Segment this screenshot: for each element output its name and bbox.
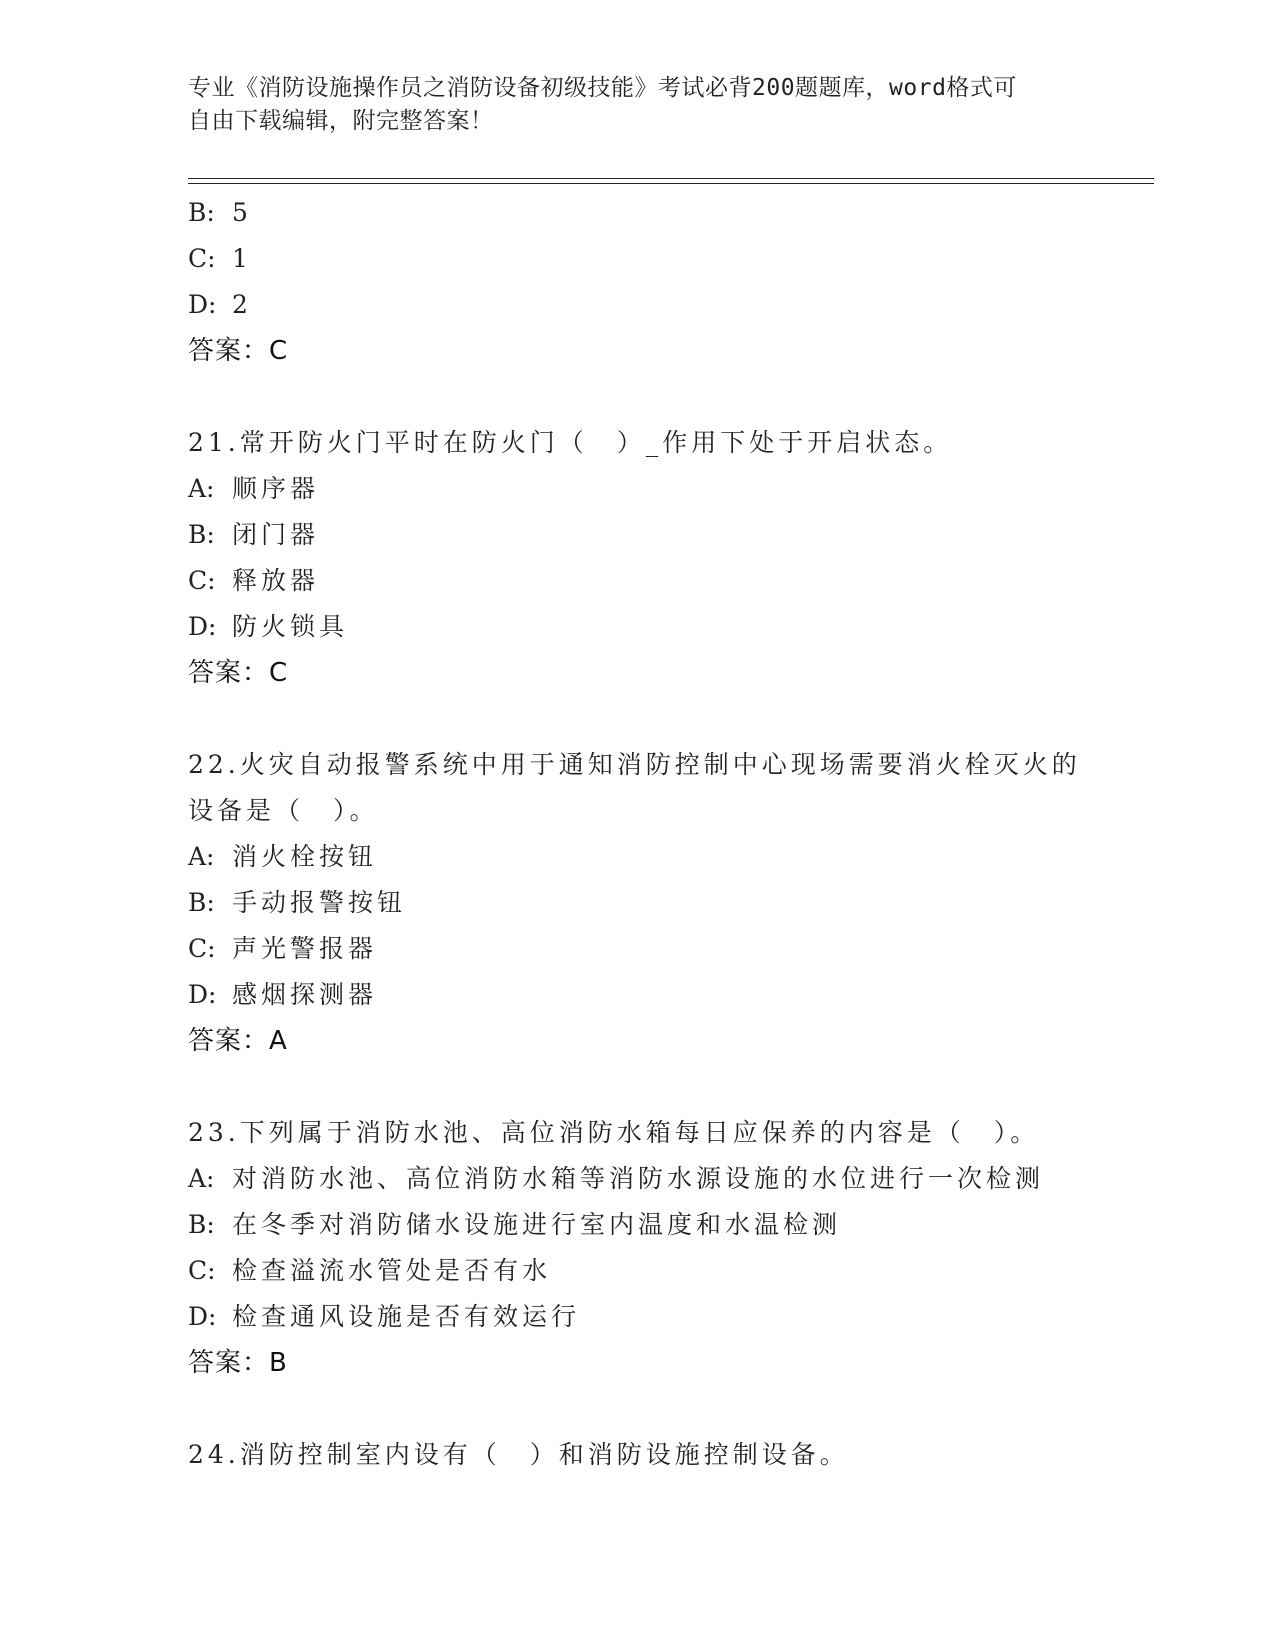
spacer: [188, 374, 1088, 420]
option-text: 2: [232, 290, 252, 319]
option-label: A:: [188, 842, 215, 871]
option-text: 手动报警按钮: [232, 888, 407, 917]
option-b: [188, 880, 1088, 926]
option-d: [188, 604, 1088, 650]
option-a: [188, 1156, 1088, 1202]
option-b: [188, 512, 1088, 558]
answer-line: 答案：B: [188, 1348, 288, 1378]
spacer: [188, 696, 1088, 742]
option-text: 顺序器: [232, 474, 320, 503]
option-text: 闭门器: [232, 520, 320, 549]
spacer: [188, 1386, 1088, 1432]
option-a: [188, 834, 1088, 880]
option-text: 5: [232, 198, 252, 227]
option-label: D:: [188, 290, 217, 319]
option-text: 检查溢流水管处是否有水: [232, 1256, 552, 1285]
option-text: 防火锁具: [232, 612, 349, 641]
option-b: [188, 1202, 1088, 1248]
answer-line: 答案：C: [188, 336, 289, 366]
question-stem-continued: 设备是（ ）。: [188, 796, 379, 825]
header-divider-top: [188, 178, 1154, 179]
prev-question: [188, 190, 1088, 374]
header-title-line-1: 专业《消防设施操作员之消防设备初级技能》考试必背200题题库，word格式可: [188, 75, 1017, 101]
option-label: A:: [188, 474, 215, 503]
header-title-line-2: 自由下载编辑，附完整答案！: [188, 108, 494, 134]
question-24: [188, 1432, 1088, 1478]
option-label: C:: [188, 1256, 216, 1285]
option-b: [188, 190, 1088, 236]
question-21: [188, 420, 1088, 696]
option-c: [188, 1248, 1088, 1294]
question-22: [188, 742, 1088, 1064]
header-divider-bottom: [188, 183, 1154, 184]
option-text: 声光警报器: [232, 934, 378, 963]
answer-line: 答案：C: [188, 658, 289, 688]
option-d: [188, 282, 1088, 328]
option-c: [188, 926, 1088, 972]
option-label: C:: [188, 934, 216, 963]
option-label: C:: [188, 244, 216, 273]
option-label: B:: [188, 520, 215, 549]
option-label: D:: [188, 612, 217, 641]
option-d: [188, 972, 1088, 1018]
option-label: D:: [188, 1302, 217, 1331]
option-text: 感烟探测器: [232, 980, 378, 1009]
option-text: 1: [232, 244, 252, 273]
question-23: [188, 1110, 1088, 1386]
option-text: 对消防水池、高位消防水箱等消防水源设施的水位进行一次检测: [232, 1164, 1045, 1193]
question-stem: 21.常开防火门平时在防火门（ ）_作用下处于开启状态。: [188, 428, 953, 457]
question-content: [188, 190, 1088, 1478]
option-text: 检查通风设施是否有效运行: [232, 1302, 581, 1331]
option-a: [188, 466, 1088, 512]
document-header: [188, 72, 1068, 138]
option-text: 在冬季对消防储水设施进行室内温度和水温检测: [232, 1210, 842, 1239]
option-label: A:: [188, 1164, 215, 1193]
option-c: [188, 558, 1088, 604]
question-stem: 24.消防控制室内设有（ ）和消防设施控制设备。: [188, 1440, 849, 1469]
option-text: 消火栓按钮: [232, 842, 378, 871]
spacer: [188, 1064, 1088, 1110]
option-d: [188, 1294, 1088, 1340]
option-label: B:: [188, 888, 215, 917]
option-label: B:: [188, 198, 215, 227]
question-stem: 23.下列属于消防水池、高位消防水箱每日应保养的内容是（ ）。: [188, 1118, 1040, 1147]
option-label: C:: [188, 566, 216, 595]
option-label: D:: [188, 980, 217, 1009]
option-c: [188, 236, 1088, 282]
answer-line: 答案：A: [188, 1026, 288, 1056]
option-label: B:: [188, 1210, 215, 1239]
question-stem: 22.火灾自动报警系统中用于通知消防控制中心现场需要消火栓灭火的: [188, 750, 1081, 779]
option-text: 释放器: [232, 566, 320, 595]
